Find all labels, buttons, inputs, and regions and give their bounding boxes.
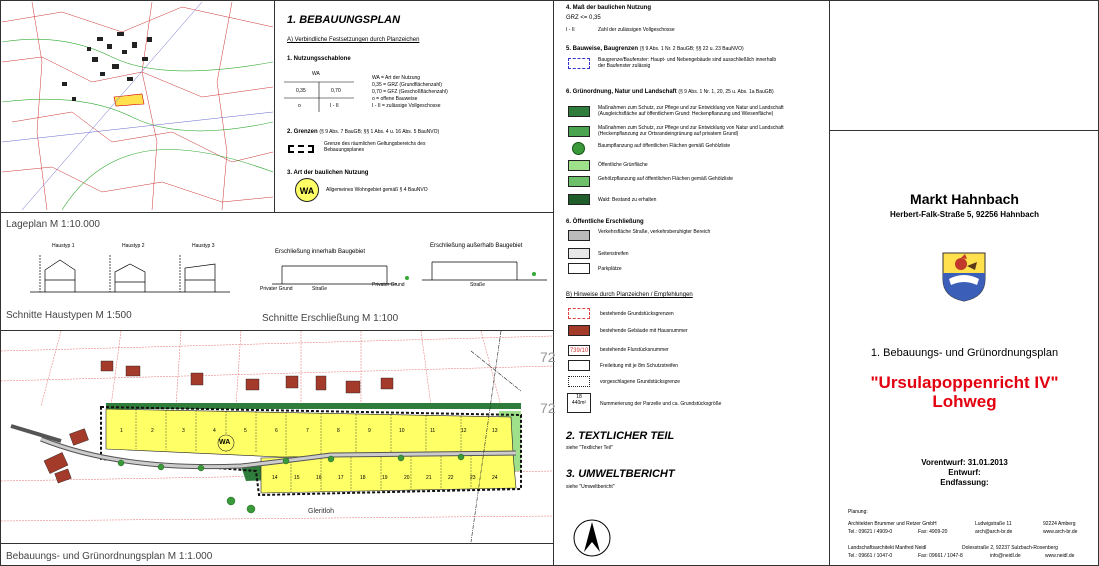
lot-number: 10	[399, 428, 405, 434]
caption-lageplan: Lageplan M 1:10.000	[6, 219, 100, 230]
grenze-text: Grenze des räumlichen Geltungsbereichs des Bebauungsplanes	[324, 141, 426, 154]
wa-circle-label: WA	[299, 186, 315, 196]
textlich-heading: 2. TEXTLICHER TEIL	[566, 430, 675, 442]
exp-wa: WA = Art der Nutzung	[372, 75, 421, 81]
b6-symbol	[567, 393, 591, 413]
north-arrow-icon	[572, 518, 612, 558]
plan-corner-top: 72	[540, 349, 556, 365]
caption-schnitte-haustypen: Schnitte Haustypen M 1:500	[6, 310, 132, 321]
plan-corner-mid: 72	[540, 400, 556, 416]
lot-number: 13	[492, 428, 498, 434]
umwelt-sub: siehe "Umweltbericht"	[566, 484, 615, 490]
haustypen-sections	[30, 250, 230, 300]
b5-text: vorgeschlagene Grundstücksgrenze	[600, 379, 681, 385]
arch1-mail: arch@arch-br.de	[975, 529, 1013, 535]
swatch-g5	[568, 176, 590, 187]
lot-number: 7	[306, 428, 309, 434]
arch2-street: Dolesstraße 2, 92237 Sulzbach-Rosenberg	[962, 545, 1058, 551]
caption-bebauungsplan: Bebauungs- und Grünordnungsplan M 1:1.000	[6, 551, 213, 562]
legend-h4: 4. Maß der baulichen Nutzung	[566, 5, 652, 11]
g1-text: Maßnahmen zum Schutz, zur Pflege und zur Entwicklung von Natur und Landschaft (Ausgleichsfläche auf öffentlichem Grund: Heckenpflanzung und Wiesenfläche)	[598, 105, 784, 118]
swatch-g6	[568, 194, 590, 205]
label-strasse-1: Straße	[312, 286, 328, 292]
plan-wa-label: WA	[219, 439, 231, 446]
lot-number: 4	[213, 428, 216, 434]
caption-schnitte-erschliessung: Schnitte Erschließung M 1:100	[262, 313, 399, 324]
legend-vg: I - II	[566, 27, 575, 33]
table-o: o	[298, 103, 301, 109]
coat-of-arms-icon	[941, 251, 987, 303]
arch1-fax: Fax: 4909-20	[918, 529, 948, 535]
swatch-baugrenze	[568, 58, 590, 69]
plan-road-label: Gleritloh	[308, 508, 335, 515]
g3-text: Baumpflanzung auf öffentlichen Flächen gemäß Gehölzliste	[598, 143, 731, 149]
legend-h6	[566, 89, 774, 95]
arch2-tel: Tel.: 09661 / 1047-0	[848, 553, 893, 559]
legend-h2-title: 2. Grenzen	[287, 129, 318, 135]
label-haustyp1: Haustyp 1	[52, 243, 75, 249]
legend-grz: GRZ <= 0,35	[566, 15, 601, 21]
divider-h3	[0, 543, 553, 544]
arch1-city: 92224 Amberg	[1043, 521, 1076, 527]
lot-number: 20	[404, 475, 410, 481]
lot-number: 24	[492, 475, 498, 481]
divider-v2	[553, 0, 554, 566]
label-erschliessung-ausserhalb: Erschließung außerhalb Baugebiet	[430, 243, 523, 249]
legend-h1: 1. Nutzungsschablone	[287, 56, 351, 62]
textlich-sub: siehe "Textlicher Teil"	[566, 445, 613, 451]
title-name1: "Ursulapoppenricht IV"	[870, 373, 1059, 392]
exp-grz: 0,35 = GRZ (Grundflächenzahl)	[372, 82, 442, 88]
title-endfassung: Endfassung:	[940, 478, 989, 487]
swatch-g1	[568, 106, 590, 117]
lot-number: 11	[430, 428, 436, 434]
lot-number: 23	[470, 475, 476, 481]
e3-text: Parkplätze	[598, 266, 622, 272]
arch2-mail: info@neidl.de	[990, 553, 1021, 559]
swatch-e1	[568, 230, 590, 241]
g4-text: Öffentliche Grünfläche	[598, 162, 648, 168]
b6-num: 18	[576, 394, 582, 400]
arch1-tel: Tel.: 09621 / 4909-0	[848, 529, 893, 535]
label-strasse-2: Straße	[470, 282, 486, 288]
lot-number: 17	[338, 475, 344, 481]
lot-number: 21	[426, 475, 432, 481]
lot-number: 8	[337, 428, 340, 434]
lot-number: 6	[275, 428, 278, 434]
legend-h5-ref: (§ 9 Abs. 1 Nr. 2 BauGB; §§ 22 u. 23 BauNVO)	[639, 46, 744, 52]
swatch-b4	[568, 360, 590, 371]
b3-symbol: 739/10	[568, 345, 590, 356]
b6-text: Nummerierung der Parzelle und ca. Grundstücksgröße	[600, 401, 722, 407]
title-vorentwurf: Vorentwurf: 31.01.2013	[921, 458, 1008, 467]
lot-number: 15	[294, 475, 300, 481]
g2-text: Maßnahmen zum Schutz, zur Pflege und zur Entwicklung von Natur und Landschaft (Heckenpflanzung zur Ortsrandeingrünung auf privatem Grund)	[598, 125, 784, 138]
label-privater-grund-2: Privater Grund	[372, 282, 405, 288]
table-grz: 0,35	[296, 88, 306, 94]
divider-h1	[0, 212, 553, 213]
lot-number: 12	[461, 428, 467, 434]
legend-h5	[566, 46, 744, 52]
exp-vg: I - II = zulässige Vollgeschosse	[372, 103, 441, 109]
arch1-web: www.arch-br.de	[1043, 529, 1078, 535]
swatch-g2	[568, 126, 590, 137]
legend-h6-title: 6. Grünordnung, Natur und Landschaft	[566, 89, 677, 95]
swatch-b1	[568, 308, 590, 319]
title-address: Herbert-Falk-Straße 5, 92256 Hahnbach	[890, 210, 1039, 219]
b3-text: bestehende Flurstücksnummer	[600, 347, 669, 353]
legend-h5-title: 5. Bauweise, Baugrenzen	[566, 46, 639, 52]
table-wa: WA	[312, 71, 320, 77]
title-name2: Lohweg	[932, 392, 997, 411]
swatch-g3	[572, 142, 585, 155]
legend-h6-ref: (§ 9 Abs. 1 Nr. 1, 20, 25 u. Abs. 1a BauGB)	[678, 89, 774, 95]
arch1-name: Architekten Brummer und Retzer GmbH	[848, 521, 937, 527]
divider-h4	[829, 130, 1099, 131]
e1-text: Verkehrsfläche Straße, verkehrsberuhigter Bereich	[598, 229, 711, 235]
divider-v1	[274, 0, 275, 212]
title-entwurf: Entwurf:	[948, 468, 981, 477]
legend-h2	[287, 129, 439, 135]
b2-text: bestehende Gebäude mit Hausnummer	[600, 328, 688, 334]
arch2-web: www.neidl.de	[1045, 553, 1075, 559]
label-haustyp2: Haustyp 2	[122, 243, 145, 249]
erschliessung-sections	[262, 256, 552, 296]
lot-number: 5	[244, 428, 247, 434]
exp-gfz: 0,70 = GFZ (Geschoßflächenzahl)	[372, 89, 448, 95]
lageplan-map	[2, 2, 273, 210]
g5-text: Gehölzpflanzung auf öffentlichen Flächen gemäß Gehölzliste	[598, 176, 733, 182]
b4-text: Freileitung mit je 8m Schutzstreifen	[600, 363, 679, 369]
bebauungsplan-map	[1, 331, 553, 542]
g6-text: Wald: Bestand zu erhalten	[598, 197, 657, 203]
lot-number: 3	[182, 428, 185, 434]
legend-hinweise: B) Hinweise durch Planzeichen / Empfehlungen	[566, 292, 693, 298]
swatch-g4	[568, 160, 590, 171]
b1-text: bestehende Grundstücksgrenzen	[600, 311, 674, 317]
table-vg: I - II	[330, 103, 339, 109]
baugrenze-text: Baugrenze/Baufenster: Haupt- und Nebengebäude sind ausschließlich innerhalb der Baufenster zulässig	[598, 57, 777, 70]
lot-number: 19	[382, 475, 388, 481]
table-gfz: 0,70	[331, 88, 341, 94]
swatch-e2	[568, 248, 590, 259]
planung-label: Planung:	[848, 509, 868, 515]
label-haustyp3: Haustyp 3	[192, 243, 215, 249]
grenze-swatch	[288, 145, 314, 153]
lot-number: 1	[120, 428, 123, 434]
b6-area: 440m²	[571, 400, 587, 407]
title-plan: 1. Bebauungs- und Grünordnungsplan	[870, 347, 1059, 359]
legend-vg-text: Zahl der zulässigen Vollgeschosse	[598, 27, 675, 33]
swatch-e3	[568, 263, 590, 274]
legend-title: 1. BEBAUUNGSPLAN	[287, 14, 401, 26]
arch2-fax: Fax: 09661 / 1047-8	[918, 553, 963, 559]
arch1-street: Ludwigstraße 11	[975, 521, 1012, 527]
swatch-b2	[568, 325, 590, 336]
legend-sub-a: A) Verbindliche Festsetzungen durch Planzeichen	[287, 37, 420, 43]
lot-number: 16	[316, 475, 322, 481]
swatch-b5	[568, 376, 590, 387]
legend-h2-ref: (§ 9 Abs. 7 BauGB; §§ 1 Abs. 4 u. 16 Abs. 5 BauNVO)	[319, 129, 440, 135]
umwelt-heading: 3. UMWELTBERICHT	[566, 468, 675, 480]
lot-number: 18	[360, 475, 366, 481]
wa-circle-symbol	[295, 178, 319, 202]
arch2-name: Landschaftsarchitekt Manfred Neidl	[848, 545, 927, 551]
label-privater-grund-1: Privater Grund	[260, 286, 293, 292]
label-erschliessung-innerhalb: Erschließung innerhalb Baugebiet	[275, 249, 366, 255]
exp-o: o = offene Bauweise	[372, 96, 418, 102]
legend-h7: 6. Öffentliche Erschließung	[566, 219, 644, 225]
lot-number: 14	[272, 475, 278, 481]
lot-number: 2	[151, 428, 154, 434]
lot-number: 9	[368, 428, 371, 434]
e2-text: Seitenstreifen	[598, 251, 629, 257]
legend-h3: 3. Art der baulichen Nutzung	[287, 170, 369, 176]
lot-number: 22	[448, 475, 454, 481]
wa-text: Allgemeines Wohngebiet gemäß § 4 BauNVO	[326, 187, 428, 193]
title-municipality: Markt Hahnbach	[910, 191, 1019, 207]
